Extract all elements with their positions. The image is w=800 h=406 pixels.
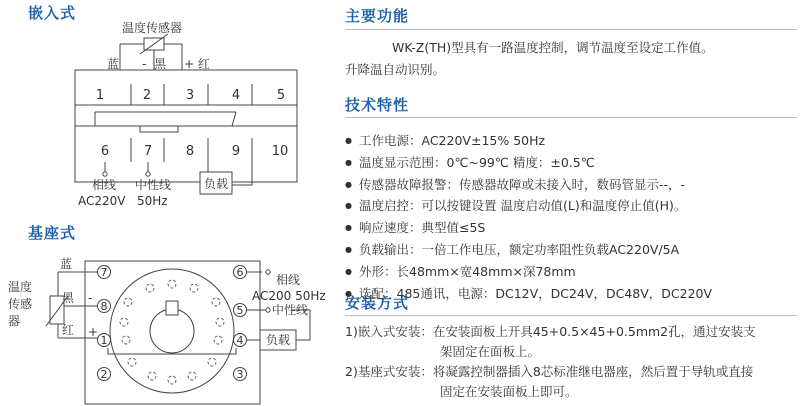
- socket-voltage-label: AC200 50Hz: [252, 289, 326, 303]
- main-function-line2: 升降温自动识别。: [345, 62, 446, 77]
- embedded-black-label: 黑: [154, 57, 167, 71]
- terminal-7: 7: [143, 144, 153, 159]
- socket-title: 基座式: [28, 224, 77, 242]
- embedded-minus-label: -: [142, 57, 147, 71]
- socket-plus-label: +: [88, 325, 99, 339]
- socket-neutral-label: 中性线: [272, 303, 309, 317]
- embedded-title: 嵌入式: [28, 4, 77, 22]
- terminal-2: 2: [142, 88, 152, 103]
- socket-black-label: 黑: [62, 291, 75, 305]
- embedded-voltage-label: AC220V: [78, 194, 126, 208]
- pin-6: 6: [236, 266, 244, 279]
- pin-8: 8: [100, 300, 108, 313]
- spec-item: ● 工作电源：AC220V±15% 50Hz: [345, 130, 712, 152]
- socket-live-label: 相线: [276, 273, 301, 287]
- socket-wiring-diagram: [0, 236, 340, 406]
- socket-blue-label: 蓝: [60, 257, 73, 271]
- socket-red-label: 红: [62, 323, 75, 337]
- spec-item: ● 外形：长48mm×宽48mm×深78mm: [345, 261, 712, 283]
- spec-item: ● 温度启控：可以按键设置 温度启动值(L)和温度停止值(H)。: [345, 195, 712, 217]
- specs-title: 技术特性: [345, 96, 410, 114]
- pin-7: 7: [100, 266, 108, 279]
- pin-4: 4: [236, 334, 244, 347]
- embedded-freq-label: 50Hz: [137, 194, 168, 208]
- install-item-1-line2: 架固定在面板上。: [440, 344, 541, 359]
- terminal-9: 9: [231, 144, 241, 159]
- socket-load-label: 负载: [265, 333, 291, 347]
- terminal-5: 5: [276, 88, 286, 103]
- specs-list: [345, 130, 712, 304]
- install-item-1-line1: 1)嵌入式安装：在安装面板上开具45+0.5×45+0.5mm2孔，通过安装支: [345, 324, 756, 339]
- main-function-line1: WK-Z(TH)型具有一路温度控制，调节温度至设定工作值。: [392, 40, 714, 55]
- main-function-title: 主要功能: [345, 7, 410, 25]
- install-rule: [345, 315, 797, 316]
- install-title: 安装方式: [345, 294, 410, 312]
- embedded-plus-label: +: [184, 57, 195, 71]
- embedded-blue-label: 蓝: [107, 57, 120, 71]
- spec-item: ● 选配：485通讯，电源：DC12V，DC24V，DC48V，DC220V: [345, 283, 712, 305]
- socket-sensor-line3: 器: [8, 314, 21, 328]
- embedded-sensor-label: 温度传感器: [122, 21, 183, 35]
- specs-rule: [345, 117, 797, 118]
- terminal-4: 4: [231, 88, 241, 103]
- embedded-load-label: 负载: [203, 177, 229, 191]
- embedded-live-label: 相线: [92, 178, 117, 192]
- terminal-6: 6: [100, 144, 110, 159]
- socket-minus-label: -: [88, 291, 93, 305]
- socket-sensor-line2: 传感: [8, 297, 33, 311]
- terminal-10: 10: [271, 144, 289, 159]
- embedded-wiring-diagram: [0, 0, 320, 222]
- terminal-1: 1: [95, 88, 105, 103]
- pin-3: 3: [236, 368, 244, 381]
- pin-2: 2: [100, 368, 108, 381]
- embedded-neutral-label: 中性线: [135, 178, 172, 192]
- terminal-3: 3: [185, 88, 195, 103]
- main-function-rule: [345, 29, 797, 30]
- socket-sensor-line1: 温度: [8, 280, 33, 294]
- install-item-2-line2: 固定在安装面板上即可。: [440, 384, 578, 399]
- spec-item: ● 温度显示范围：0℃~99℃ 精度：±0.5℃: [345, 152, 712, 174]
- embedded-red-label: 红: [198, 57, 211, 71]
- spec-item: ● 传感器故障报警：传感器故障或未接入时，数码管显示--，-: [345, 174, 712, 196]
- pin-1: 1: [100, 334, 108, 347]
- spec-item: ● 响应速度：典型值≤5S: [345, 217, 712, 239]
- terminal-8: 8: [185, 144, 195, 159]
- pin-5: 5: [236, 304, 244, 317]
- install-item-2-line1: 2)基座式安装：将凝露控制器插入8芯标准继电器座，然后置于导轨或直接: [345, 364, 754, 379]
- spec-item: ● 负载输出：一倍工作电压，额定功率阻性负载AC220V/5A: [345, 239, 712, 261]
